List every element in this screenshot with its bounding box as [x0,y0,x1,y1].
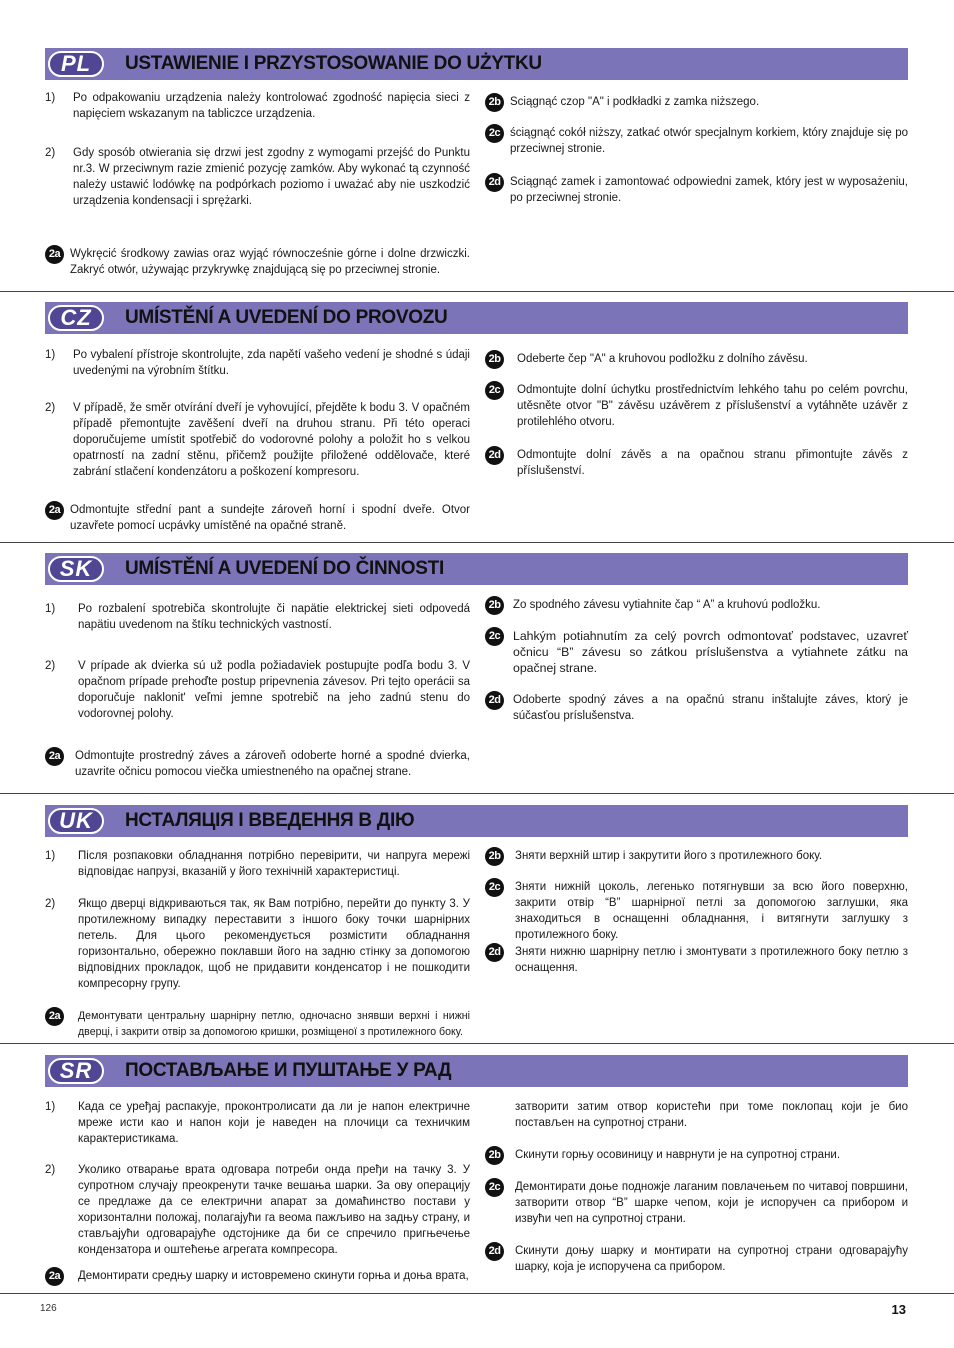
step-marker-icon: 2b [485,847,504,866]
item-text: Po vybalení přístroje skontrolujte, zda napětí vašeho vedení je shodné s údaji uvedenými na výrobním štítku. [73,349,470,377]
language-badge: PL [48,51,104,77]
step-text: Odoberte spodný záves a na opačnú stranu inštalujte záves, ktorý je súčasťou príslušenstva. [513,694,908,722]
step-marker-icon: 2d [485,173,504,192]
step-text: Демонтирати средњу шарку и истовремено скинути горња и доња врата, [78,1270,469,1282]
step-marker-icon: 2d [485,943,504,962]
page-code: 126 [40,1303,57,1314]
step-text: Sciągnąć czop "A" i podkładki z zamka niższego. [510,96,760,108]
step-text: затворити затим отвор користећи при томе поклопац који је био постављен на супротној страни. [515,1101,908,1129]
step-marker-icon: 2b [485,93,504,112]
step-text: Зняти нижню шарнірну петлю і змонтувати з протилежного боку петлю з оснащення. [515,946,908,974]
step-text: Odmontujte střední pant a sundejte zároveň horní i spodní dveře. Otvor uzavřete pomocí ucpávky umístěné na opačné straně. [70,504,470,532]
step-text: Демонтирати доње подножје лаганим повлачењем по читавој површини, затворити отвор “B” шарке чепом, који је испоручен са прибором и извући чеп на супротној страни. [515,1181,908,1225]
section-divider [0,291,954,292]
step-marker-icon: 2c [485,124,504,143]
step-text: Odmontujte dolní závěs a na opačnou stranu přimontujte závěs z příslušenství. [517,449,908,477]
step-text: Sciągnąć zamek i zamontować odpowiedni zamek, który jest w wyposażeniu, po przeciwnej stronie. [510,176,908,204]
section-divider [0,793,954,794]
item-number: 1) [45,349,56,361]
section-divider [0,542,954,543]
step-text: Lahkým potiahnutím za celý povrch odmontovať podstavec, uzavreť očnicu “B” závesu so zátkou príslušenstva a vytiahnete zátku na opačnej strane. [513,629,908,675]
item-text: Када се уређај распакује, проконтролисати да ли је напон електричне мреже исти као и напон који је наведен на плочици са техничким карактеристикама. [78,1101,470,1145]
step-text: Odmontujte prostredný záves a zároveň odoberte horné a spodné dvierka, uzavrite očnicu pomocou viečka umiestneného na opačnej strane. [75,750,470,778]
step-marker-icon: 2b [485,1146,504,1165]
step-marker-icon: 2a [45,1267,64,1286]
language-badge: SK [48,556,104,582]
item-number: 2) [45,147,56,159]
item-text: Якщо дверці відкриваються так, як Вам потрібно, перейти до пункту 3. У протилежному випадку переставити з іншого боку точки шарнірних петель. Для цього рекомендується розмістити обладнання горизонтально, обережно поклавши його на задню стінку за допомогою відповідних прокладок, щоб не придавити конденсатор і не пошкодити компресорну групу. [78,898,470,990]
item-number: 1) [45,1101,56,1113]
section-title: ПОСТАВЉАЊЕ И ПУШТАЊЕ У РАД [125,1060,452,1081]
item-number: 2) [45,898,56,910]
item-text: V prípade ak dvierka sú už podla požiadaviek postupujte podľa bodu 3. V opačnom prípade prehoďte postup pripevnenia závesov. Pri tejto operácii sa doporučuje naklonit' veľmi jemne spotrebič na jeho zadnú stenu do vodorovnej polohy. [78,660,470,720]
item-text: V případě, že směr otvírání dveří je vyhovující, přejděte k bodu 3. V opačném případě přemontujte zavěšení dveří na druhou stranu. Při této operaci doporučujeme umístit spotřebič do vodorovné polohy a položit ho s velkou opatrností na zadní stěnu, přičemž použijte přiložené oddělovače, které zabrání stlačení kondenzátoru a poškození kompresoru. [73,402,470,478]
step-text: Скинути доњу шарку и монтирати на супротној страни одговарајућу шарку, која је испоручена са прибором. [515,1245,908,1273]
step-marker-icon: 2a [45,501,64,520]
step-text: Зняти нижній цоколь, легенько потягнувши за всю його поверхню, закрити отвір “В” шарнірної петлі за допомогою заглушки, яка знаходиться в оснащенні обладнання, і витягнути заглушку з протилежного боку. [515,881,908,941]
language-badge: CZ [48,305,104,331]
page-bottom-rule [0,1293,954,1294]
step-marker-icon: 2a [45,245,64,264]
item-text: Gdy sposób otwierania się drzwi jest zgodny z wymogami przejść do Punktu nr.3. W przeciwnym razie zmienić pozycję zamków. Aby wykonać tą czynność należy ustawić lodówkę na podpórkach poziomo i uważać aby nie uszkodzić urządzenia kondensacji i sprężarki. [73,147,470,207]
language-badge: SR [48,1058,104,1084]
item-text: Уколико отварање врата одговара потреби онда пређи на тачку 3. У супротном случају преокренути тачке вешања шарки. За ову операцију се предлаже да се електрични апарат за домаћинство постави у хоризонтални положај, полагајући га веома пажљиво на задњу страну, и стављајући одговарајуће одстојнике да би се спречило пригњечење кондензатора и оштећење агрегата компресора. [78,1164,470,1256]
item-number: 2) [45,402,56,414]
section-title: UMÍSTĚNÍ A UVEDENÍ DO ČINNOSTI [125,558,444,579]
step-text: Демонтувати центральну шарнірну петлю, одночасно знявши верхні і нижні дверці, і закрити отвір за допомогою кришки, розміщеної з протилежного боку. [78,1010,470,1038]
item-text: Po odpakowaniu urządzenia należy kontrolować zgodność napięcia sieci z napięciem wskazanym na tabliczce urządzenia. [73,92,470,120]
step-marker-icon: 2c [485,381,504,400]
step-text: Зняти верхній штир і закрутити його з протилежного боку. [515,850,823,862]
item-number: 2) [45,1164,56,1176]
section-title: USTAWIENIE I PRZYSTOSOWANIE DO UŻYTKU [125,53,542,74]
step-marker-icon: 2b [485,350,504,369]
step-marker-icon: 2c [485,1178,504,1197]
step-text: ściągnąć cokół niższy, zatkać otwór specjalnym korkiem, który znajduje się po przeciwnej stronie. [510,127,908,155]
item-number: 1) [45,850,56,862]
item-number: 1) [45,603,56,615]
item-number: 2) [45,660,56,672]
section-divider [0,1043,954,1044]
item-text: Po rozbalení spotrebiča skontrolujte či napätie elektrickej sieti odpovedá napätiu uvedenom na štíku technických vastností. [78,603,470,631]
section-title: НСТАЛЯЦІЯ І ВВЕДЕННЯ В ДІЮ [125,810,415,831]
item-text: Після розпаковки обладнання потрібно перевірити, чи напруга мережі відповідає напрузі, вказаній у його технічній характеристиці. [78,850,470,878]
step-text: Wykręcić środkowy zawias oraz wyjąć równocześnie górne i dolne drzwiczki. Zakryć otwór, używając przykrywkę znajdującą się po przeciwnej stronie. [70,248,470,276]
step-marker-icon: 2c [485,627,504,646]
item-number: 1) [45,92,56,104]
step-text: Odeberte čep "A" a kruhovou podložku z dolního závěsu. [517,353,808,365]
step-text: Zo spodného závesu vytiahnite čap “ A” a kruhovú podložku. [513,599,821,611]
section-header-bar [45,553,908,585]
step-text: Odmontujte dolní úchytku prostřednictvím lehkého tahu po celém povrchu, utěsněte otvor "B" závěsu uzávěrem z příslušenství a vytáhněte uzávěr z protilehlého otvoru. [517,384,908,428]
step-marker-icon: 2b [485,596,504,615]
section-title: UMÍSTĚNÍ A UVEDENÍ DO PROVOZU [125,307,448,328]
section-header-bar [45,302,908,334]
step-text: Скинути горњу осовиницу и наврнути је на супротној страни. [515,1149,841,1161]
step-marker-icon: 2c [485,878,504,897]
step-marker-icon: 2d [485,1242,504,1261]
step-marker-icon: 2d [485,691,504,710]
section-header-bar [45,48,908,80]
language-badge: UK [48,808,104,834]
step-marker-icon: 2a [45,1007,64,1026]
section-header-bar [45,1055,908,1087]
step-marker-icon: 2d [485,446,504,465]
step-marker-icon: 2a [45,747,64,766]
section-header-bar [45,805,908,837]
page-number: 13 [891,1302,906,1317]
